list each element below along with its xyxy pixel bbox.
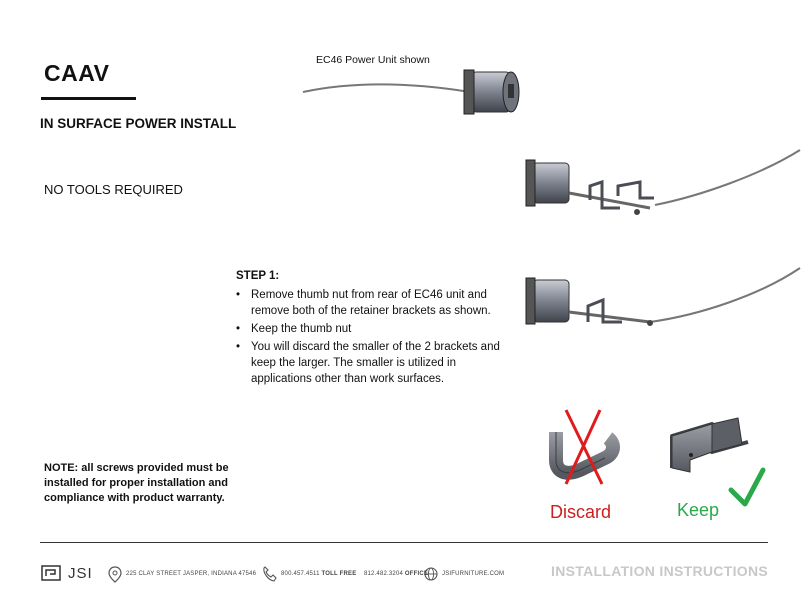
page-subtitle: IN SURFACE POWER INSTALL (40, 116, 237, 131)
footer-doc-type: INSTALLATION INSTRUCTIONS (551, 563, 768, 579)
footer-address: 225 CLAY STREET JASPER, INDIANA 47546 (126, 571, 257, 577)
tools-note: NO TOOLS REQUIRED (44, 182, 183, 197)
bullet-glyph: • (236, 323, 241, 335)
unit-caption: EC46 Power Unit shown (316, 54, 430, 66)
phone-office: 812.482.3204 (363, 571, 404, 577)
phone-icon (264, 567, 276, 581)
footer-brand: JSI (68, 565, 93, 582)
keep-label: Keep (677, 500, 720, 520)
step-bullet-text: Remove thumb nut from rear of EC46 unit and remove both of the retainer brackets as shown. (251, 289, 491, 317)
page-title: CAAV (44, 60, 110, 86)
footer-phones (281, 571, 428, 577)
jsi-logo-icon (42, 566, 60, 580)
step-title: STEP 1: (236, 270, 280, 282)
discard-label: Discard (550, 502, 612, 522)
footer-website[interactable]: JSIFURNITURE.COM (442, 571, 505, 577)
location-pin-icon (109, 567, 121, 582)
bullet-glyph: • (236, 341, 241, 353)
step-bullet-text: You will discard the smaller of the 2 brackets and keep the larger. The smaller is utilized in applications other than work surfaces. (251, 341, 500, 385)
bullet-glyph: • (236, 289, 241, 301)
step-bullet-text: Keep the thumb nut (251, 323, 352, 335)
office-label: OFFICE (404, 571, 429, 577)
phone-tollfree: 800.457.4511 (281, 571, 320, 577)
tollfree-label: TOLL FREE (321, 571, 357, 577)
warranty-note: NOTE: all screws provided must be installed for proper installation and compliance with product warranty. (44, 462, 229, 504)
